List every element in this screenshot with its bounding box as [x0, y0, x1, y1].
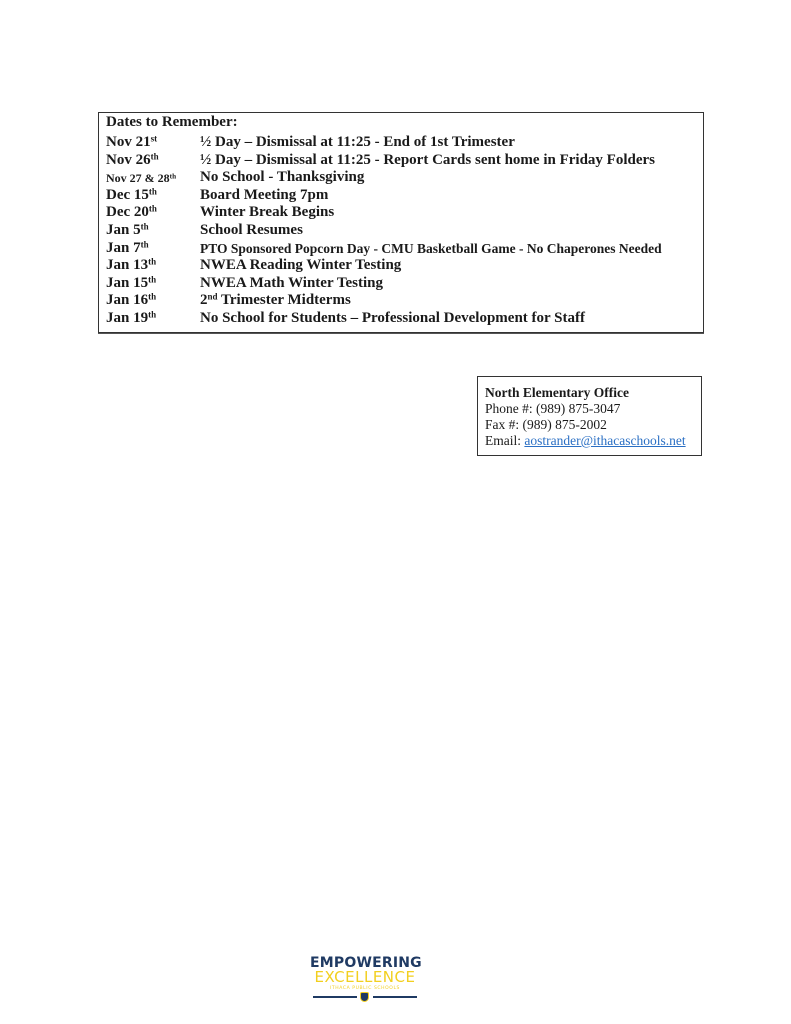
event-text: Winter Break Begins: [200, 204, 335, 221]
event-cell: [200, 152, 655, 169]
date-label: Jan 13: [106, 257, 149, 274]
date-suffix: th: [169, 172, 177, 181]
date-cell: [106, 222, 201, 239]
logo-divider: [310, 992, 420, 1002]
date-label: Jan 5: [106, 222, 141, 238]
event-ordinal-suffix: nd: [207, 291, 218, 302]
logo-line2: EXCELLENCE: [314, 968, 416, 986]
event-text: PTO Sponsored Popcorn Day - CMU Basketball Game - No Chaperones Needed: [200, 240, 662, 256]
office-contact-box: [477, 376, 702, 456]
date-suffix: th: [148, 186, 157, 197]
event-ordinal: 2: [200, 292, 208, 309]
event-text: School Resumes: [200, 222, 303, 238]
event-cell: [200, 275, 383, 292]
email-label: Email:: [485, 433, 525, 448]
date-cell: [106, 257, 201, 274]
date-label: Nov 26: [106, 151, 151, 168]
date-suffix: th: [140, 239, 149, 250]
event-text: No School for Students – Professional Development for Staff: [200, 310, 585, 326]
date-cell: [106, 134, 201, 151]
event-cell: [200, 241, 662, 257]
event-text: NWEA Reading Winter Testing: [200, 257, 402, 274]
date-suffix: th: [140, 221, 149, 232]
date-cell: [106, 310, 201, 327]
crest-icon: [360, 992, 369, 1002]
logo-line3: ITHACA PUBLIC SCHOOLS: [329, 986, 401, 991]
event-text: Board Meeting 7pm: [200, 186, 329, 203]
event-text: ½ Day – Dismissal at 11:25 - End of 1st Trimester: [200, 134, 515, 150]
date-label: Dec 20: [106, 204, 149, 221]
dates-title: Dates to Remember:: [106, 114, 238, 130]
event-cell: [200, 257, 401, 274]
date-label: Nov 27 & 28: [106, 171, 170, 186]
date-suffix: th: [148, 203, 157, 214]
date-suffix: th: [148, 274, 157, 285]
email-link[interactable]: aostrander@ithacaschools.net: [524, 433, 686, 448]
date-cell: [106, 275, 201, 292]
event-cell: [200, 169, 364, 186]
date-label: Jan 7: [106, 239, 141, 256]
date-cell: [106, 240, 201, 257]
office-phone: Phone #: (989) 875-3047: [485, 401, 621, 416]
school-logo: [310, 956, 420, 1002]
date-label: Dec 15: [106, 186, 149, 203]
date-cell: [106, 152, 201, 169]
date-cell: [106, 292, 201, 309]
office-email-line: [485, 433, 701, 449]
date-label: Nov 21: [106, 134, 151, 150]
date-suffix: th: [148, 309, 157, 320]
event-text: No School - Thanksgiving: [200, 169, 365, 186]
date-suffix: th: [148, 256, 157, 267]
logo-line1: EMPOWERING: [310, 955, 422, 971]
event-cell: [200, 187, 328, 204]
date-suffix: th: [148, 291, 157, 302]
event-text: Trimester Midterms: [217, 292, 351, 309]
date-cell: [106, 171, 201, 186]
event-cell: [200, 222, 303, 239]
event-cell: [200, 310, 585, 327]
event-cell: [200, 292, 351, 309]
date-label: Jan 16: [106, 292, 149, 309]
event-cell: [200, 134, 515, 151]
event-text: NWEA Math Winter Testing: [200, 274, 383, 291]
date-label: Jan 15: [106, 274, 149, 291]
date-label: Jan 19: [106, 310, 149, 326]
dates-to-remember-box: [98, 112, 704, 333]
event-cell: [200, 204, 334, 221]
office-title: North Elementary Office: [485, 385, 629, 400]
date-cell: [106, 187, 201, 204]
date-cell: [106, 204, 201, 221]
office-fax: Fax #: (989) 875-2002: [485, 417, 607, 432]
event-text: ½ Day – Dismissal at 11:25 - Report Cards sent home in Friday Folders: [200, 151, 655, 168]
date-suffix: th: [150, 151, 159, 162]
date-suffix: st: [150, 133, 158, 144]
